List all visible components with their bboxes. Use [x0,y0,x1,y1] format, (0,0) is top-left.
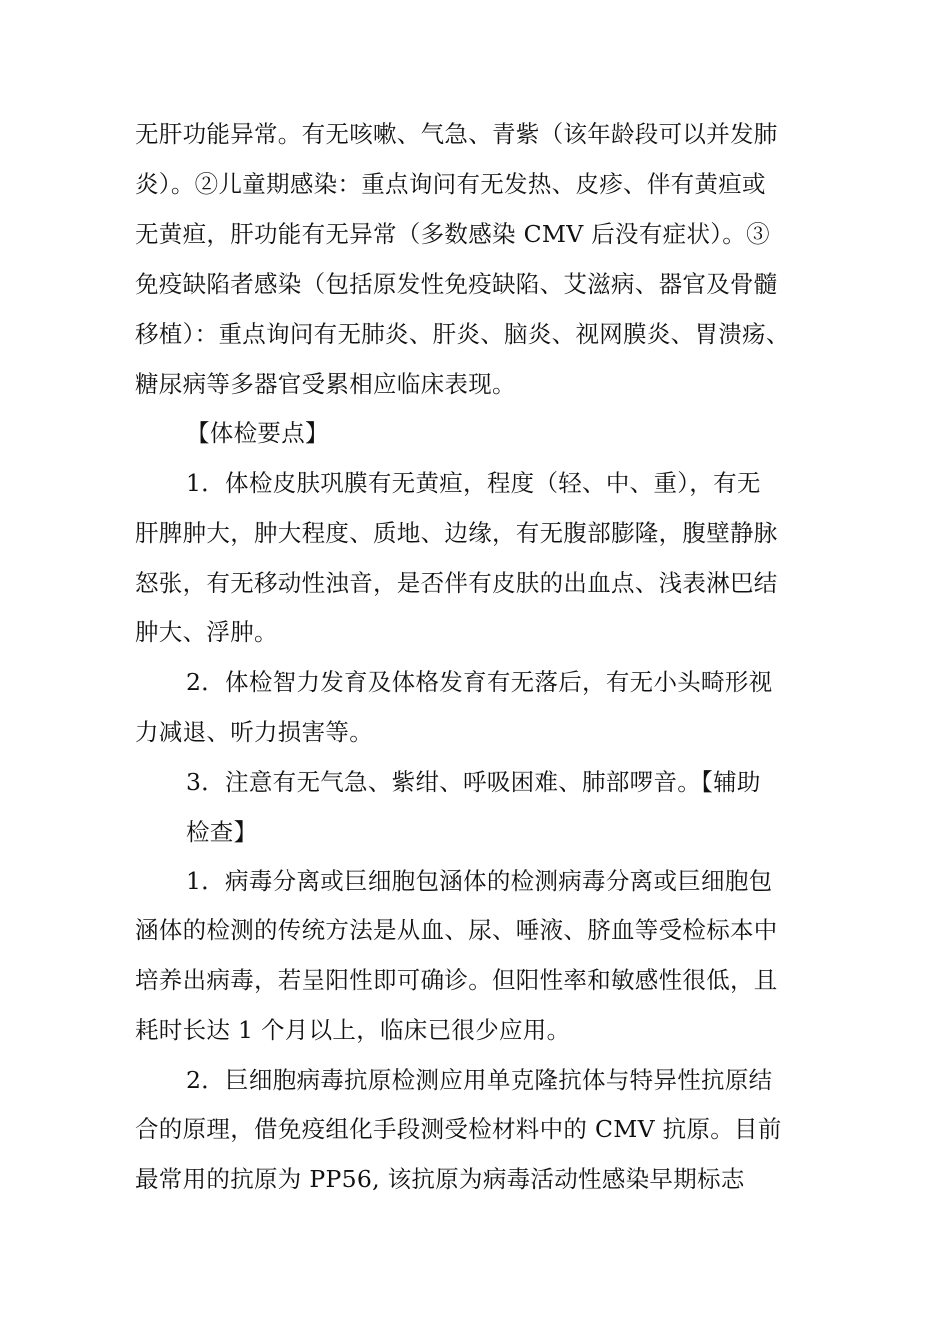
body-text-line: 最常用的抗原为 PP56, 该抗原为病毒活动性感染早期标志 [135,1165,745,1193]
body-text-line: 炎）。②儿童期感染：重点询问有无发热、皮疹、伴有黄疸或 [135,170,766,198]
body-text-line: 肝脾肿大，肿大程度、质地、边缘，有无腹部膨隆，腹壁静脉 [135,519,778,547]
body-text-line: 2．巨细胞病毒抗原检测应用单克隆抗体与特异性抗原结 [186,1066,773,1094]
body-text-line: 糖尿病等多器官受累相应临床表现。 [135,370,516,398]
body-text-line: 免疫缺陷者感染（包括原发性免疫缺陷、艾滋病、器官及骨髓 [135,270,778,298]
body-text-line: 移植）：重点询问有无肺炎、肝炎、脑炎、视网膜炎、胃溃疡、 [135,320,790,348]
body-text-line: 1．病毒分离或巨细胞包涵体的检测病毒分离或巨细胞包 [186,867,773,895]
body-text-line: 无黄疸，肝功能有无异常（多数感染 CMV 后没有症状）。③ [135,220,770,248]
body-text-line: 培养出病毒，若呈阳性即可确诊。但阳性率和敏感性很低，且 [135,966,778,994]
body-text-line: 1．体检皮肤巩膜有无黄疸，程度（轻、中、重），有无 [186,469,761,497]
body-text-line: 2．体检智力发育及体格发育有无落后，有无小头畸形视 [186,668,773,696]
body-text-line: 耗时长达 1 个月以上，临床已很少应用。 [135,1016,571,1044]
body-text-line: 无肝功能异常。有无咳嗽、气急、青紫（该年龄段可以并发肺 [135,120,778,148]
section-heading: 【体检要点】 [186,419,329,447]
body-text-line: 肿大、浮肿。 [135,618,278,646]
body-text-line: 力减退、听力损害等。 [135,718,373,746]
section-heading: 检查】 [186,818,258,846]
body-text-line: 3．注意有无气急、紫绀、呼吸困难、肺部啰音。【辅助 [186,768,761,796]
body-text-line: 涵体的检测的传统方法是从血、尿、唾液、脐血等受检标本中 [135,916,778,944]
body-text-line: 合的原理，借免疫组化手段测受检材料中的 CMV 抗原。目前 [135,1115,782,1143]
body-text-line: 怒张，有无移动性浊音，是否伴有皮肤的出血点、浅表淋巴结 [135,569,778,597]
